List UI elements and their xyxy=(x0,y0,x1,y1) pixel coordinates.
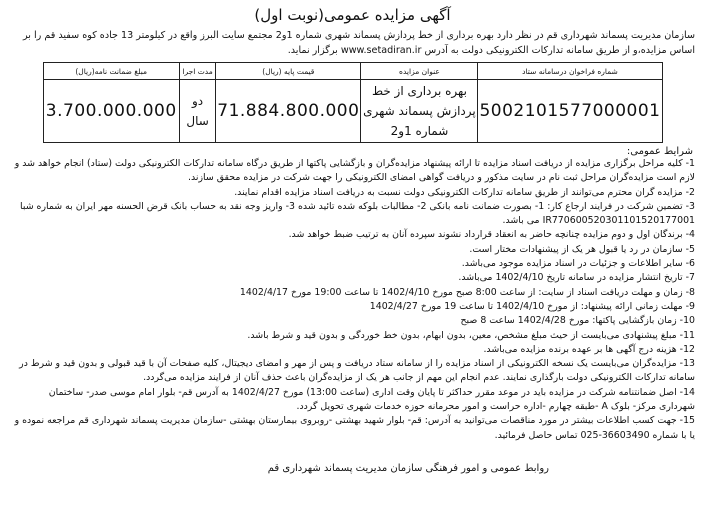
condition-item: 11- مبلغ پیشنهادی می‌بایست از حیث مبلغ مشخص، معین، بدون ابهام، بدون خط خوردگی و بدون قید و شرط باشد. xyxy=(247,329,695,341)
condition-item: 15- جهت کسب اطلاعات بیشتر در مورد مناقصات می‌توانید به آدرس: قم- بلوار شهید بهشتی -روبروی بیمارستان بهشتی -سازمان مدیریت پسماند شهرداری قم مراجعه نموده و یا با شماره 36603490-025 تماس حاصل فرمائید. xyxy=(14,415,695,441)
condition-item: 8- زمان و مهلت دریافت اسناد از سایت: از ساعت 8:00 صبح مورخ 1402/4/10 تا ساعت 19:00 مورخ 1402/4/17 xyxy=(239,286,695,298)
condition-item: 14- اصل ضمانتنامه شرکت در مزایده باید در موعد مقرر حداکثر تا پایان وقت اداری (ساعت 13:00) مورخ 1402/4/27 به آدرس قم- بلوار امام موسی صدر- ساختمان شهرداری مرکز- بلوک A -طبقه چهارم -اداره حراست و امور محرمانه حوزه خدمات شهری تحویل گردد. xyxy=(48,386,695,413)
cell-guarantee: 3.700.000.000 xyxy=(43,80,179,143)
cell-call-number: 5002101577000001 xyxy=(478,80,662,143)
header-duration: مدت اجرا xyxy=(179,63,215,80)
cell-base-price: 71.884.800.000 xyxy=(216,80,361,143)
condition-item: 13- مزایده‌گران می‌بایست یک نسخه الکترونیکی از اسناد مزایده را از سامانه ستاد دریافت و پس از مهر و امضای دیجیتال، کلیه صفحات آن با قید قبولی و بدون قید و شرط در سامانه تدارکات الکترونیکی دولت بارگذاری نمایند. عدم انجام این مهم از جانب هر یک از مزایده‌گران باعث حذف آنان از فرایند مزایده می‌گردد. xyxy=(19,358,695,384)
condition-item: 5- سازمان در رد یا قبول هر یک از پیشنهادات مختار است. xyxy=(469,243,695,255)
condition-item: 12- هزینه درج آگهی ها بر عهده برنده مزایده می‌باشد. xyxy=(483,343,695,355)
header-call-number: شماره فراخوان درسامانه ستاد xyxy=(478,63,662,80)
condition-item: 1- کلیه مراحل برگزاری مزایده از دریافت اسناد مزایده تا ارائه پیشنهاد مزایده‌گران و بازگشایی پاکتها از طریق درگاه سامانه تدارکات الکترونیکی دولت (ستاد) انجام خواهد شد و لازم است مزایده‌گران مراحل ثبت نام در سایت مذکور و دریافت گواهی امضای الکترونیکی را جهت شرکت در مزایده محقق سازند. xyxy=(14,158,695,184)
auction-notice xyxy=(6,4,699,474)
condition-item: 4- برندگان اول و دوم مزایده چنانچه حاضر به انعقاد قرارداد نشوند سپرده آنان به ترتیب ضبط خواهد شد. xyxy=(288,229,695,241)
cell-auction-title: بهره برداری از خط پردازش پسماند شهری شماره 1و2 xyxy=(361,80,478,143)
header-guarantee: مبلغ ضمانت نامه(ریال) xyxy=(43,63,179,80)
notice-footer: روابط عمومی و امور فرهنگی سازمان مدیریت پسماند شهرداری قم xyxy=(267,462,549,474)
conditions-list xyxy=(10,157,695,443)
cell-duration: دو سال xyxy=(179,80,215,143)
table-row xyxy=(43,80,662,143)
notice-intro: سازمان مدیریت پسماند شهرداری قم در نظر دارد بهره برداری از خط پردازش پسماند شهری شماره 1و2 مجتمع سایت البرز واقع در کیلومتر 13 جاده کوه سفید قم را بر اساس مزایده،و از طریق سامانه تدارکات الکترونیکی دولت به آدرس www.setadiran.ir برگزار نماید. xyxy=(22,30,695,56)
condition-item: 9- مهلت زمانی ارائه پیشنهاد: از مورخ 1402/4/10 تا ساعت 19 مورخ 1402/4/27 xyxy=(369,300,695,312)
condition-item: 6- سایر اطلاعات و جزئیات در اسناد مزایده موجود می‌باشد. xyxy=(461,258,695,270)
header-base-price: قیمت پایه (ریال) xyxy=(216,63,361,80)
condition-item: 7- تاریخ انتشار مزایده در سامانه تاریخ 1402/4/10 می‌باشد. xyxy=(458,272,695,284)
notice-title: آگهی مزایده عمومی(نوبت اول) xyxy=(254,6,451,24)
table-header-row xyxy=(43,63,662,80)
conditions-heading: شرایط عمومی: xyxy=(626,146,693,157)
condition-item: 3- تضمین شرکت در فرایند ارجاع کار: 1- بصورت ضمانت نامه بانکی 2- مطالبات بلوکه شده تائید شده 3- واریز وجه نقد به حساب بانک قرض الحسنه مهر ایران به شماره شبا IR770600520301101520177001 می باشد. xyxy=(20,200,695,227)
condition-item: 2- مزایده گران محترم می‌توانند از طریق سامانه تدارکات الکترونیکی دولت نسبت به دریافت اسناد مزایده اقدام نمایند. xyxy=(234,186,695,198)
auction-table xyxy=(43,62,663,143)
header-auction-title: عنوان مزایده xyxy=(361,63,478,80)
condition-item: 10- زمان بازگشایی پاکتها: مورخ 1402/4/28 ساعت 8 صبح xyxy=(460,315,695,327)
